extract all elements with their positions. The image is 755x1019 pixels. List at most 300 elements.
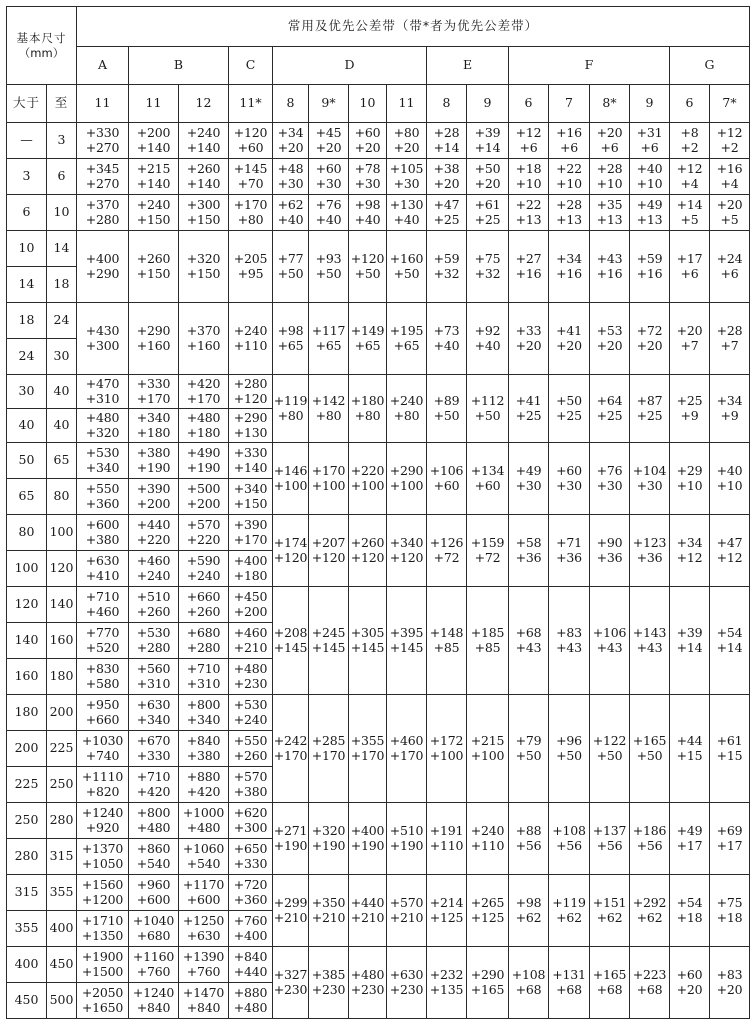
upper-deviation: +43 [596,251,623,266]
tol-f6 [509,515,549,587]
tol-b11 [129,303,179,375]
lower-deviation: +80 [237,211,264,227]
upper-deviation: +1240 [132,985,175,1000]
upper-deviation: +76 [596,463,623,478]
tol-c11 [229,443,273,479]
lower-deviation: +340 [85,459,120,475]
lower-deviation: +30 [636,477,663,493]
tol-d10 [349,123,387,159]
lower-deviation: +1650 [81,999,124,1015]
upper-deviation: +240 [186,125,221,140]
upper-deviation: +350 [311,895,346,910]
upper-deviation: +630 [85,553,120,568]
tol-b12 [179,159,229,195]
tol-b12 [179,731,229,767]
tol-f6 [509,803,549,875]
upper-deviation: +480 [233,661,268,676]
lower-deviation: +50 [636,747,663,763]
tol-c11 [229,231,273,303]
lower-deviation: +50 [474,407,501,423]
lower-deviation: +100 [389,477,424,493]
size-to: 80 [47,479,77,515]
lower-deviation: +50 [393,265,420,281]
lower-deviation: +20 [354,139,381,155]
lower-deviation: +7 [720,337,739,353]
lower-deviation: +18 [716,909,743,925]
lower-deviation: +40 [433,337,460,353]
tol-f9 [630,875,670,947]
lower-deviation: +190 [136,459,171,475]
upper-deviation: +590 [186,553,221,568]
to-label: 至 [47,85,77,123]
size-to: 3 [47,123,77,159]
upper-deviation: +50 [474,161,501,176]
upper-deviation: +142 [311,393,346,408]
lower-deviation: +20 [393,139,420,155]
upper-deviation: +120 [233,125,268,140]
lower-deviation: +14 [676,639,703,655]
tol-b12 [179,195,229,231]
tol-f7 [549,947,590,1019]
lower-deviation: +200 [186,495,221,511]
lower-deviation: +460 [85,603,120,619]
upper-deviation: +170 [233,197,268,212]
upper-deviation: +98 [277,323,304,338]
lower-deviation: +6 [519,139,538,155]
tol-b11 [129,551,179,587]
lower-deviation: +140 [136,175,171,191]
lower-deviation: +72 [433,549,460,565]
lower-deviation: +50 [433,407,460,423]
tol-f7 [549,875,590,947]
lower-deviation: +1200 [81,891,124,907]
size-to: 200 [47,695,77,731]
lower-deviation: +62 [596,909,623,925]
tol-d11 [387,231,427,303]
lower-deviation: +20 [474,175,501,191]
over-label: 大于 [7,85,47,123]
upper-deviation: +710 [85,589,120,604]
lower-deviation: +120 [233,390,268,406]
upper-deviation: +148 [429,625,464,640]
grade-header: 8 [427,85,467,123]
tol-g7 [710,587,750,695]
tol-g7 [710,695,750,803]
tol-a11 [77,443,129,479]
lower-deviation: +2 [720,139,739,155]
tol-d8 [273,231,309,303]
lower-deviation: +17 [676,837,703,853]
lower-deviation: +80 [393,407,420,423]
lower-deviation: +60 [474,477,501,493]
size-to: 315 [47,839,77,875]
lower-deviation: +260 [186,603,221,619]
upper-deviation: +800 [136,805,171,820]
tol-b11 [129,159,179,195]
lower-deviation: +760 [136,963,171,979]
tol-g7 [710,875,750,947]
upper-deviation: +830 [85,661,120,676]
lower-deviation: +280 [186,639,221,655]
size-from: 14 [7,267,47,303]
tol-e8 [427,947,467,1019]
tol-f6 [509,695,549,803]
upper-deviation: +290 [233,410,268,425]
grade-header: 12 [179,85,229,123]
lower-deviation: +80 [277,407,304,423]
upper-deviation: +480 [350,967,385,982]
basic-size-header [7,7,77,85]
lower-deviation: +50 [315,265,342,281]
size-from: 80 [7,515,47,551]
lower-deviation: +70 [237,175,264,191]
lower-deviation: +20 [556,337,582,353]
tol-b12 [179,659,229,695]
lower-deviation: +60 [237,139,264,155]
tol-f6 [509,159,549,195]
upper-deviation: +59 [636,251,663,266]
lower-deviation: +140 [186,139,221,155]
lower-deviation: +120 [311,549,346,565]
tol-c11 [229,479,273,515]
tol-g6 [670,515,710,587]
tol-b11 [129,195,179,231]
lower-deviation: +190 [311,837,346,853]
lower-deviation: +56 [636,837,663,853]
upper-deviation: +41 [556,323,582,338]
upper-deviation: +61 [716,733,743,748]
tol-a11 [77,479,129,515]
grade-header: 7* [710,85,750,123]
upper-deviation: +28 [556,197,582,212]
upper-deviation: +49 [636,197,663,212]
lower-deviation: +760 [186,963,221,979]
tol-f7 [549,123,590,159]
tol-b12 [179,875,229,911]
upper-deviation: +1250 [182,913,225,928]
upper-deviation: +380 [136,445,171,460]
tol-d9 [309,123,349,159]
lower-deviation: +270 [85,139,120,155]
table-row [7,443,750,479]
lower-deviation: +240 [136,567,171,583]
lower-deviation: +50 [515,747,542,763]
tol-a11 [77,803,129,839]
upper-deviation: +120 [350,251,385,266]
upper-deviation: +72 [636,323,663,338]
size-to: 120 [47,551,77,587]
lower-deviation: +145 [350,639,385,655]
tol-f8 [590,123,630,159]
lower-deviation: +170 [311,747,346,763]
tol-g7 [710,303,750,375]
tol-g6 [670,875,710,947]
tol-e9 [467,231,509,303]
upper-deviation: +31 [636,125,663,140]
upper-deviation: +2050 [81,985,124,1000]
tol-b11 [129,443,179,479]
tol-b11 [129,731,179,767]
upper-deviation: +340 [136,410,171,425]
grade-header: 11 [129,85,179,123]
upper-deviation: +89 [433,393,460,408]
tol-g7 [710,231,750,303]
upper-deviation: +29 [676,463,703,478]
upper-deviation: +660 [186,589,221,604]
tol-d10 [349,947,387,1019]
tol-f6 [509,875,549,947]
upper-deviation: +61 [474,197,501,212]
upper-deviation: +79 [515,733,542,748]
tol-g6 [670,587,710,695]
upper-deviation: +290 [470,967,505,982]
upper-deviation: +292 [632,895,667,910]
tol-c11 [229,731,273,767]
lower-deviation: +190 [273,837,308,853]
upper-deviation: +960 [136,877,171,892]
tol-f8 [590,303,630,375]
lower-deviation: +40 [393,211,420,227]
lower-deviation: +740 [85,747,120,763]
lower-deviation: +210 [389,909,424,925]
upper-deviation: +105 [389,161,424,176]
size-to: 24 [47,303,77,339]
upper-deviation: +24 [716,251,743,266]
lower-deviation: +20 [277,139,304,155]
upper-deviation: +208 [273,625,308,640]
lower-deviation: +170 [350,747,385,763]
upper-deviation: +450 [233,589,268,604]
lower-deviation: +56 [556,837,582,853]
upper-deviation: +33 [515,323,542,338]
group-header-f: F [509,47,670,85]
tol-b12 [179,375,229,409]
tol-e9 [467,375,509,443]
lower-deviation: +290 [85,265,120,281]
upper-deviation: +39 [474,125,501,140]
lower-deviation: +13 [515,211,542,227]
size-from: 140 [7,623,47,659]
size-to: 65 [47,443,77,479]
tol-d8 [273,875,309,947]
lower-deviation: +165 [470,981,505,997]
tol-e9 [467,587,509,695]
tol-b11 [129,803,179,839]
lower-deviation: +16 [515,265,542,281]
lower-deviation: +320 [85,424,120,440]
lower-deviation: +210 [350,909,385,925]
upper-deviation: +390 [136,481,171,496]
tol-d10 [349,803,387,875]
lower-deviation: +50 [596,747,623,763]
upper-deviation: +137 [592,823,627,838]
lower-deviation: +120 [273,549,308,565]
lower-deviation: +260 [136,603,171,619]
tol-f7 [549,303,590,375]
upper-deviation: +34 [277,125,304,140]
tol-d9 [309,515,349,587]
lower-deviation: +68 [556,981,582,997]
upper-deviation: +108 [552,823,586,838]
upper-deviation: +1240 [81,805,124,820]
upper-deviation: +14 [676,197,703,212]
lower-deviation: +100 [470,747,505,763]
tol-g7 [710,159,750,195]
lower-deviation: +30 [515,477,542,493]
tol-a11 [77,875,129,911]
lower-deviation: +580 [85,675,120,691]
tol-a11 [77,551,129,587]
lower-deviation: +150 [233,495,268,511]
upper-deviation: +170 [311,463,346,478]
tol-d9 [309,231,349,303]
table-row [7,947,750,983]
upper-deviation: +143 [632,625,667,640]
tol-c11 [229,587,273,623]
tol-f8 [590,875,630,947]
lower-deviation: +95 [237,265,264,281]
table-row [7,803,750,839]
upper-deviation: +16 [716,161,743,176]
table-row [7,231,750,267]
upper-deviation: +119 [552,895,586,910]
tol-d10 [349,303,387,375]
lower-deviation: +145 [311,639,346,655]
lower-deviation: +36 [515,549,542,565]
upper-deviation: +800 [186,697,221,712]
lower-deviation: +43 [556,639,582,655]
tol-d9 [309,195,349,231]
upper-deviation: +106 [592,625,627,640]
tol-c11 [229,409,273,443]
tol-e8 [427,123,467,159]
upper-deviation: +185 [470,625,505,640]
upper-deviation: +146 [273,463,308,478]
size-from: 50 [7,443,47,479]
header-row-groups [7,47,750,85]
tol-b11 [129,375,179,409]
header-row-title [7,7,750,47]
upper-deviation: +200 [136,125,171,140]
tol-c11 [229,803,273,839]
tol-d9 [309,803,349,875]
lower-deviation: +240 [186,567,221,583]
lower-deviation: +65 [354,337,381,353]
lower-deviation: +13 [636,211,663,227]
upper-deviation: +214 [429,895,464,910]
upper-deviation: +620 [233,805,268,820]
upper-deviation: +280 [233,376,268,391]
upper-deviation: +470 [85,376,120,391]
upper-deviation: +96 [556,733,582,748]
tol-e8 [427,803,467,875]
tol-f9 [630,587,670,695]
tol-a11 [77,231,129,303]
lower-deviation: +140 [233,459,268,475]
tol-f6 [509,947,549,1019]
tol-a11 [77,409,129,443]
tol-e8 [427,303,467,375]
upper-deviation: +49 [515,463,542,478]
tol-a11 [77,123,129,159]
lower-deviation: +25 [596,407,623,423]
lower-deviation: +68 [636,981,663,997]
upper-deviation: +165 [632,733,667,748]
upper-deviation: +180 [350,393,385,408]
tol-f6 [509,231,549,303]
tol-b12 [179,839,229,875]
upper-deviation: +480 [85,410,120,425]
tol-e9 [467,303,509,375]
tol-d9 [309,695,349,803]
tol-f8 [590,515,630,587]
upper-deviation: +395 [389,625,424,640]
tol-a11 [77,911,129,947]
tol-c11 [229,983,273,1019]
upper-deviation: +1470 [182,985,225,1000]
upper-deviation: +1390 [182,949,225,964]
upper-deviation: +460 [136,553,171,568]
upper-deviation: +172 [429,733,464,748]
tol-f9 [630,515,670,587]
lower-deviation: +20 [315,139,342,155]
table-body [7,7,750,1019]
lower-deviation: +10 [596,175,623,191]
tol-b11 [129,911,179,947]
upper-deviation: +1370 [81,841,124,856]
grade-header: 7 [549,85,590,123]
lower-deviation: +110 [470,837,505,853]
upper-deviation: +119 [273,393,308,408]
lower-deviation: +330 [233,855,268,871]
tol-f9 [630,303,670,375]
tol-b11 [129,409,179,443]
tol-d8 [273,159,309,195]
table-row [7,123,750,159]
upper-deviation: +1160 [132,949,175,964]
tol-d11 [387,587,427,695]
tol-d11 [387,443,427,515]
lower-deviation: +13 [556,211,582,227]
lower-deviation: +4 [680,175,699,191]
tol-f9 [630,443,670,515]
lower-deviation: +6 [559,139,579,155]
lower-deviation: +230 [233,675,268,691]
size-to: 30 [47,339,77,375]
size-from: 450 [7,983,47,1019]
tol-d8 [273,375,309,443]
tol-b11 [129,839,179,875]
lower-deviation: +65 [277,337,304,353]
upper-deviation: +20 [716,197,743,212]
lower-deviation: +1500 [81,963,124,979]
tol-d8 [273,803,309,875]
upper-deviation: +670 [136,733,171,748]
tol-f7 [549,231,590,303]
upper-deviation: +232 [429,967,464,982]
tol-f9 [630,123,670,159]
upper-deviation: +28 [716,323,743,338]
tol-c11 [229,875,273,911]
upper-deviation: +47 [433,197,460,212]
upper-deviation: +71 [556,535,582,550]
lower-deviation: +85 [433,639,460,655]
upper-deviation: +34 [716,393,743,408]
tol-b11 [129,695,179,731]
upper-deviation: +83 [716,967,743,982]
tol-f6 [509,123,549,159]
upper-deviation: +320 [186,251,221,266]
